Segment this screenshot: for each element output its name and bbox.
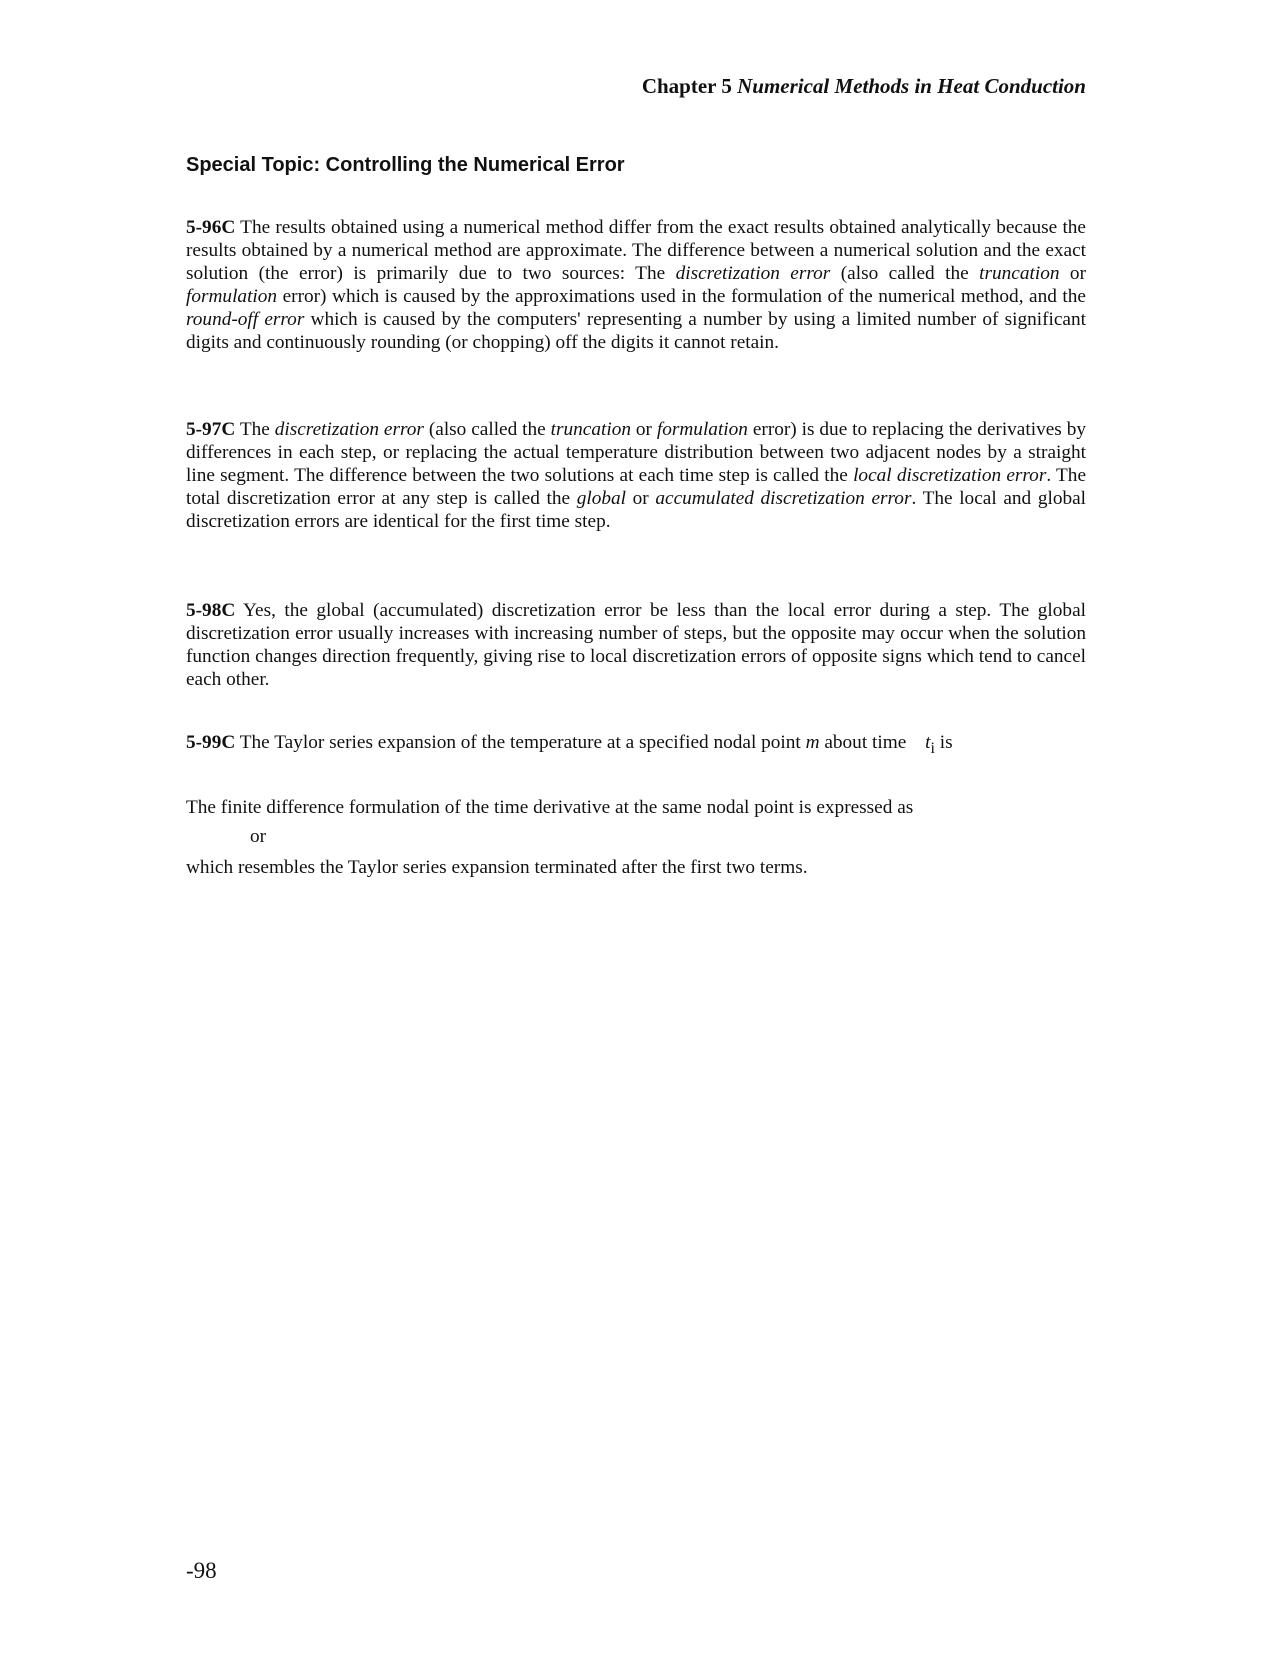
- problem-5-97c: [186, 418, 1086, 533]
- problem-number: 5-98C: [186, 600, 236, 621]
- text-run: or: [1059, 263, 1086, 284]
- term-formulation: formulation: [656, 419, 748, 440]
- term-truncation: truncation: [550, 419, 631, 440]
- text-run: is: [934, 732, 953, 753]
- chapter-number: Chapter 5: [641, 74, 732, 98]
- text-run: The: [235, 419, 275, 440]
- symbol-t: t: [925, 732, 931, 753]
- finite-difference-line: The finite difference formulation of the time derivative at the same nodal point is expressed as: [186, 797, 914, 818]
- term-formulation: formulation: [186, 286, 278, 307]
- page-number: -98: [186, 1558, 217, 1583]
- running-header: [186, 74, 1086, 99]
- symbol-m: m: [805, 732, 820, 753]
- term-discretization-error: discretization error: [675, 263, 831, 284]
- text-run: error) which is caused by the approximations used in the formulation of the numerical method, and the: [277, 286, 1086, 307]
- text-run: . The local and global discretization errors are identical for the first time step.: [186, 488, 1087, 532]
- text-run: or: [630, 419, 657, 440]
- text-run: which is caused by the computers' representing a number by using a limited number of significant digits and continuously rounding (or chopping) off the digits it cannot retain.: [186, 309, 1086, 353]
- text-run: or: [626, 488, 656, 509]
- text-run: Yes, the global (accumulated) discretization error be less than the local error during a step. The global discretization error usually increases with increasing number of steps, but the opposite may occur when the solution function changes direction frequently, giving rise to local discretization errors of opposite signs which tend to cancel each other.: [186, 600, 1086, 690]
- term-discretization-error: discretization error: [274, 419, 424, 440]
- text-run: . The total discretization error at any step is called the: [186, 465, 1086, 509]
- text-run: (also called the: [423, 419, 551, 440]
- problem-5-99c: [186, 731, 1086, 760]
- problem-number: 5-97C: [186, 419, 236, 440]
- chapter-title: Numerical Methods in Heat Conduction: [737, 74, 1086, 98]
- text-run: error) is due to replacing the derivatives by differences in each step, or replacing the actual temperature distribution between two adjacent nodes by a straight line segment. The difference between the two solutions at each time step is called the: [186, 419, 1086, 486]
- problem-number: 5-96C: [186, 217, 236, 238]
- text-run: The Taylor series expansion of the temperature at a specified nodal point: [235, 732, 806, 753]
- section-title: Special Topic: Controlling the Numerical Error: [186, 154, 625, 176]
- problem-5-96c: [186, 216, 1086, 354]
- term-local-discretization-error: local discretization error: [853, 465, 1047, 486]
- text-run: The results obtained using a numerical method differ from the exact results obtained analytically because the results obtained by a numerical method are approximate. The difference between a numerical solution and the exact solution (the error) is primarily due to two sources: The: [186, 217, 1086, 284]
- or-line: or: [250, 826, 267, 847]
- problem-5-98c: [186, 599, 1086, 691]
- text-run: (also called the: [830, 263, 980, 284]
- subscript-i: i: [930, 739, 935, 757]
- problem-number: 5-99C: [186, 732, 236, 753]
- resembles-line: which resembles the Taylor series expansion terminated after the first two terms.: [186, 857, 808, 878]
- text-run: about time: [819, 732, 912, 753]
- term-truncation: truncation: [979, 263, 1060, 284]
- term-accumulated-discretization-error: accumulated discretization error: [655, 488, 912, 509]
- term-global: global: [576, 488, 626, 509]
- term-round-off-error: round-off error: [186, 309, 305, 330]
